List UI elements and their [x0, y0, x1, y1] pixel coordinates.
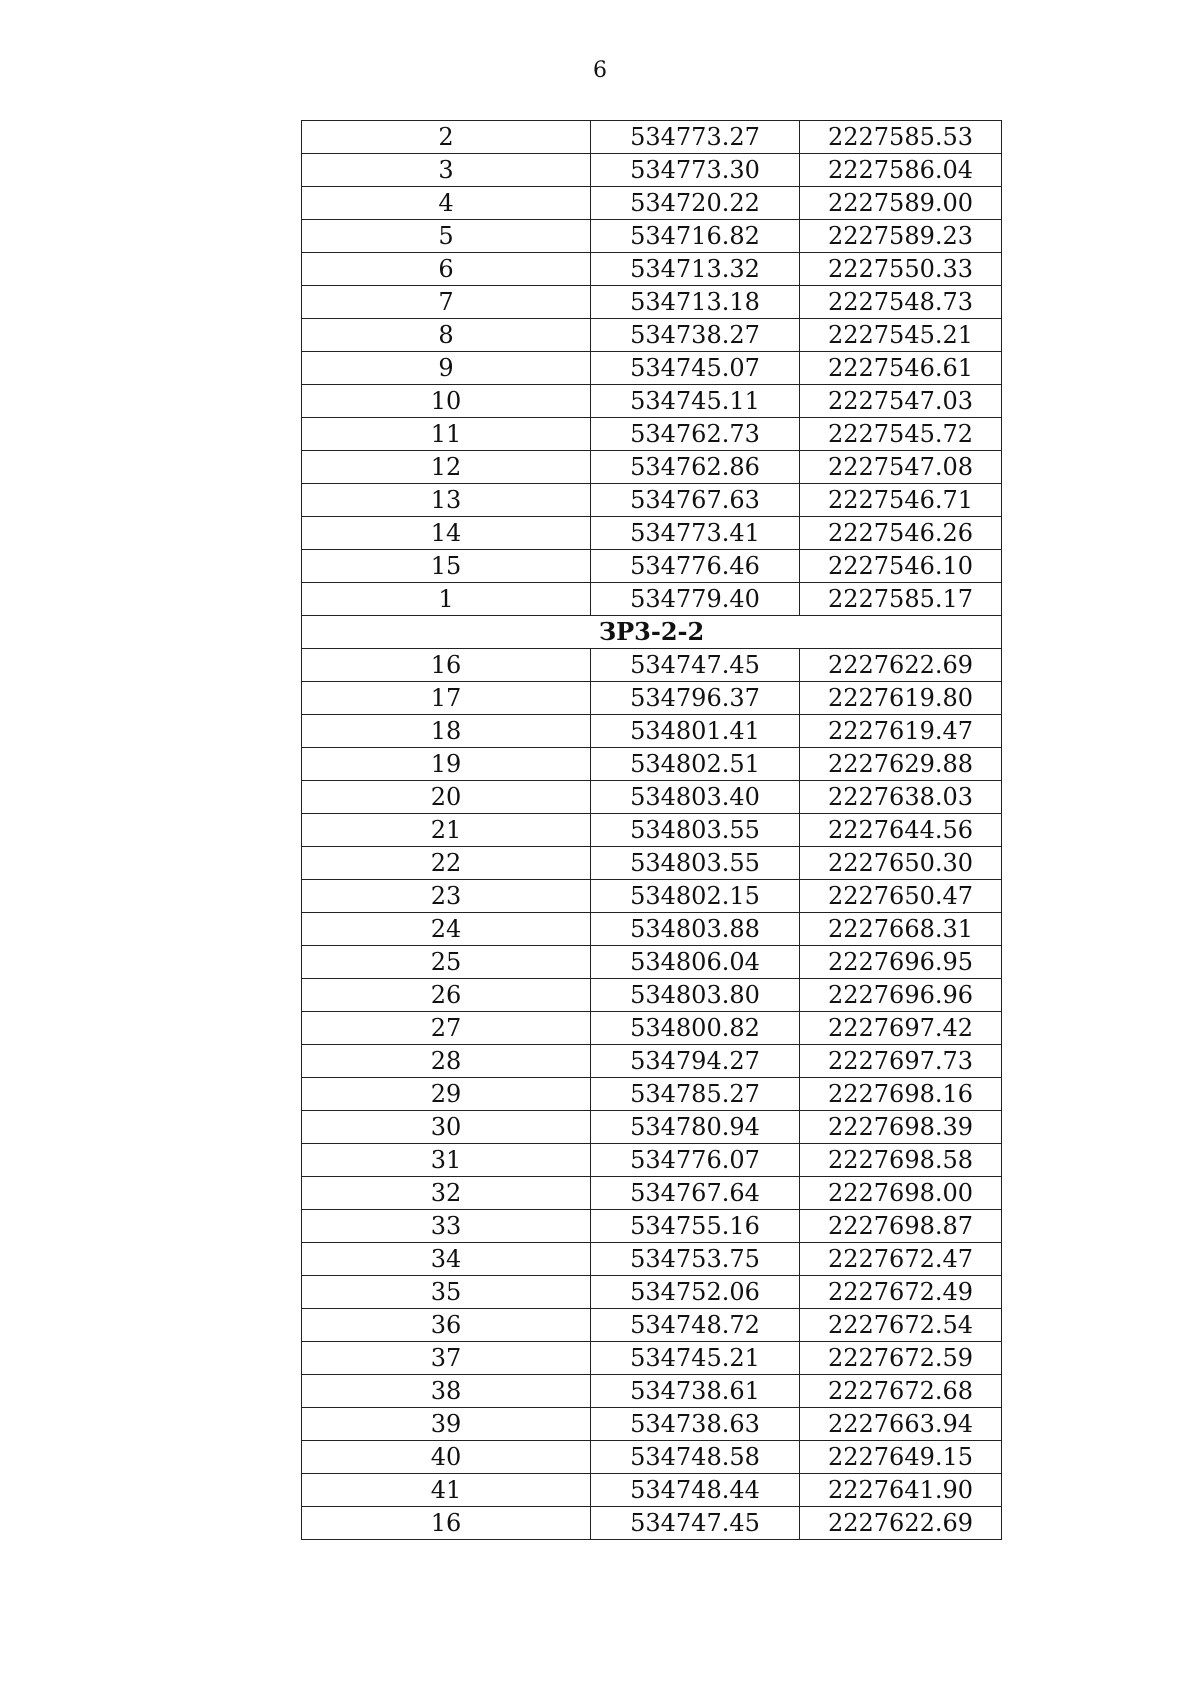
table-row — [302, 1474, 1002, 1507]
page-number: 6 — [593, 58, 607, 83]
x-coordinate-cell: 534806.04 — [591, 946, 800, 979]
table-row — [302, 682, 1002, 715]
x-coordinate-cell: 534713.18 — [591, 286, 800, 319]
x-coordinate-cell: 534776.46 — [591, 550, 800, 583]
table-row — [302, 484, 1002, 517]
point-number-cell: 29 — [302, 1078, 591, 1111]
x-coordinate-cell: 534767.63 — [591, 484, 800, 517]
table-row — [302, 1045, 1002, 1078]
point-number-cell: 9 — [302, 352, 591, 385]
table-row — [302, 649, 1002, 682]
y-coordinate-cell: 2227663.94 — [800, 1408, 1002, 1441]
x-coordinate-cell: 534803.80 — [591, 979, 800, 1012]
point-number-cell: 19 — [302, 748, 591, 781]
y-coordinate-cell: 2227672.68 — [800, 1375, 1002, 1408]
coordinates-table-body — [302, 121, 1002, 1540]
table-row — [302, 220, 1002, 253]
y-coordinate-cell: 2227697.42 — [800, 1012, 1002, 1045]
x-coordinate-cell: 534748.72 — [591, 1309, 800, 1342]
x-coordinate-cell: 534800.82 — [591, 1012, 800, 1045]
x-coordinate-cell: 534713.32 — [591, 253, 800, 286]
point-number-cell: 36 — [302, 1309, 591, 1342]
point-number-cell: 10 — [302, 385, 591, 418]
x-coordinate-cell: 534803.55 — [591, 847, 800, 880]
point-number-cell: 41 — [302, 1474, 591, 1507]
y-coordinate-cell: 2227547.08 — [800, 451, 1002, 484]
y-coordinate-cell: 2227546.10 — [800, 550, 1002, 583]
y-coordinate-cell: 2227697.73 — [800, 1045, 1002, 1078]
point-number-cell: 22 — [302, 847, 591, 880]
table-row — [302, 1342, 1002, 1375]
x-coordinate-cell: 534738.61 — [591, 1375, 800, 1408]
x-coordinate-cell: 534780.94 — [591, 1111, 800, 1144]
table-row — [302, 1144, 1002, 1177]
table-row — [302, 286, 1002, 319]
y-coordinate-cell: 2227698.39 — [800, 1111, 1002, 1144]
table-row — [302, 550, 1002, 583]
point-number-cell: 15 — [302, 550, 591, 583]
y-coordinate-cell: 2227672.54 — [800, 1309, 1002, 1342]
point-number-cell: 4 — [302, 187, 591, 220]
y-coordinate-cell: 2227668.31 — [800, 913, 1002, 946]
table-row — [302, 1441, 1002, 1474]
table-row — [302, 748, 1002, 781]
x-coordinate-cell: 534748.58 — [591, 1441, 800, 1474]
point-number-cell: 18 — [302, 715, 591, 748]
x-coordinate-cell: 534755.16 — [591, 1210, 800, 1243]
y-coordinate-cell: 2227650.30 — [800, 847, 1002, 880]
x-coordinate-cell: 534773.27 — [591, 121, 800, 154]
table-row — [302, 1375, 1002, 1408]
x-coordinate-cell: 534745.11 — [591, 385, 800, 418]
point-number-cell: 13 — [302, 484, 591, 517]
point-number-cell: 12 — [302, 451, 591, 484]
point-number-cell: 34 — [302, 1243, 591, 1276]
coordinates-table — [301, 120, 1002, 1540]
y-coordinate-cell: 2227644.56 — [800, 814, 1002, 847]
table-row — [302, 847, 1002, 880]
point-number-cell: 16 — [302, 649, 591, 682]
point-number-cell: 2 — [302, 121, 591, 154]
x-coordinate-cell: 534802.15 — [591, 880, 800, 913]
table-row — [302, 880, 1002, 913]
point-number-cell: 20 — [302, 781, 591, 814]
table-row — [302, 121, 1002, 154]
x-coordinate-cell: 534803.88 — [591, 913, 800, 946]
table-row — [302, 319, 1002, 352]
point-number-cell: 39 — [302, 1408, 591, 1441]
x-coordinate-cell: 534738.63 — [591, 1408, 800, 1441]
x-coordinate-cell: 534716.82 — [591, 220, 800, 253]
table-row — [302, 946, 1002, 979]
y-coordinate-cell: 2227641.90 — [800, 1474, 1002, 1507]
point-number-cell: 24 — [302, 913, 591, 946]
point-number-cell: 11 — [302, 418, 591, 451]
point-number-cell: 25 — [302, 946, 591, 979]
point-number-cell: 6 — [302, 253, 591, 286]
point-number-cell: 35 — [302, 1276, 591, 1309]
table-row — [302, 583, 1002, 616]
point-number-cell: 3 — [302, 154, 591, 187]
y-coordinate-cell: 2227696.95 — [800, 946, 1002, 979]
y-coordinate-cell: 2227698.00 — [800, 1177, 1002, 1210]
y-coordinate-cell: 2227589.00 — [800, 187, 1002, 220]
y-coordinate-cell: 2227547.03 — [800, 385, 1002, 418]
point-number-cell: 40 — [302, 1441, 591, 1474]
x-coordinate-cell: 534752.06 — [591, 1276, 800, 1309]
y-coordinate-cell: 2227585.17 — [800, 583, 1002, 616]
x-coordinate-cell: 534747.45 — [591, 649, 800, 682]
point-number-cell: 23 — [302, 880, 591, 913]
x-coordinate-cell: 534747.45 — [591, 1507, 800, 1540]
table-row — [302, 1210, 1002, 1243]
table-row — [302, 1111, 1002, 1144]
table-row — [302, 1012, 1002, 1045]
point-number-cell: 30 — [302, 1111, 591, 1144]
point-number-cell: 16 — [302, 1507, 591, 1540]
point-number-cell: 27 — [302, 1012, 591, 1045]
x-coordinate-cell: 534773.41 — [591, 517, 800, 550]
x-coordinate-cell: 534803.55 — [591, 814, 800, 847]
y-coordinate-cell: 2227698.16 — [800, 1078, 1002, 1111]
table-row — [302, 1309, 1002, 1342]
x-coordinate-cell: 534776.07 — [591, 1144, 800, 1177]
point-number-cell: 37 — [302, 1342, 591, 1375]
point-number-cell: 21 — [302, 814, 591, 847]
x-coordinate-cell: 534745.07 — [591, 352, 800, 385]
x-coordinate-cell: 534762.73 — [591, 418, 800, 451]
section-header-row — [302, 616, 1002, 649]
y-coordinate-cell: 2227619.80 — [800, 682, 1002, 715]
y-coordinate-cell: 2227545.72 — [800, 418, 1002, 451]
x-coordinate-cell: 534796.37 — [591, 682, 800, 715]
y-coordinate-cell: 2227589.23 — [800, 220, 1002, 253]
y-coordinate-cell: 2227698.87 — [800, 1210, 1002, 1243]
point-number-cell: 14 — [302, 517, 591, 550]
x-coordinate-cell: 534767.64 — [591, 1177, 800, 1210]
x-coordinate-cell: 534794.27 — [591, 1045, 800, 1078]
table-row — [302, 814, 1002, 847]
point-number-cell: 32 — [302, 1177, 591, 1210]
point-number-cell: 8 — [302, 319, 591, 352]
table-row — [302, 451, 1002, 484]
x-coordinate-cell: 534785.27 — [591, 1078, 800, 1111]
y-coordinate-cell: 2227672.47 — [800, 1243, 1002, 1276]
y-coordinate-cell: 2227546.71 — [800, 484, 1002, 517]
point-number-cell: 31 — [302, 1144, 591, 1177]
table-row — [302, 385, 1002, 418]
y-coordinate-cell: 2227545.21 — [800, 319, 1002, 352]
x-coordinate-cell: 534720.22 — [591, 187, 800, 220]
y-coordinate-cell: 2227550.33 — [800, 253, 1002, 286]
point-number-cell: 38 — [302, 1375, 591, 1408]
table-row — [302, 913, 1002, 946]
section-title: ЗР3-2-2 — [302, 616, 1002, 649]
table-row — [302, 1507, 1002, 1540]
table-row — [302, 979, 1002, 1012]
x-coordinate-cell: 534803.40 — [591, 781, 800, 814]
table-row — [302, 1177, 1002, 1210]
table-row — [302, 1078, 1002, 1111]
point-number-cell: 28 — [302, 1045, 591, 1078]
table-row — [302, 418, 1002, 451]
y-coordinate-cell: 2227546.26 — [800, 517, 1002, 550]
table-row — [302, 352, 1002, 385]
y-coordinate-cell: 2227672.59 — [800, 1342, 1002, 1375]
y-coordinate-cell: 2227546.61 — [800, 352, 1002, 385]
table-row — [302, 1408, 1002, 1441]
x-coordinate-cell: 534748.44 — [591, 1474, 800, 1507]
x-coordinate-cell: 534801.41 — [591, 715, 800, 748]
point-number-cell: 7 — [302, 286, 591, 319]
point-number-cell: 33 — [302, 1210, 591, 1243]
table-row — [302, 154, 1002, 187]
y-coordinate-cell: 2227622.69 — [800, 1507, 1002, 1540]
y-coordinate-cell: 2227672.49 — [800, 1276, 1002, 1309]
table-row — [302, 781, 1002, 814]
table-row — [302, 1243, 1002, 1276]
y-coordinate-cell: 2227696.96 — [800, 979, 1002, 1012]
x-coordinate-cell: 534779.40 — [591, 583, 800, 616]
x-coordinate-cell: 534773.30 — [591, 154, 800, 187]
y-coordinate-cell: 2227619.47 — [800, 715, 1002, 748]
table-row — [302, 517, 1002, 550]
y-coordinate-cell: 2227548.73 — [800, 286, 1002, 319]
y-coordinate-cell: 2227586.04 — [800, 154, 1002, 187]
y-coordinate-cell: 2227622.69 — [800, 649, 1002, 682]
point-number-cell: 1 — [302, 583, 591, 616]
point-number-cell: 5 — [302, 220, 591, 253]
x-coordinate-cell: 534762.86 — [591, 451, 800, 484]
x-coordinate-cell: 534753.75 — [591, 1243, 800, 1276]
x-coordinate-cell: 534802.51 — [591, 748, 800, 781]
y-coordinate-cell: 2227650.47 — [800, 880, 1002, 913]
y-coordinate-cell: 2227629.88 — [800, 748, 1002, 781]
point-number-cell: 26 — [302, 979, 591, 1012]
y-coordinate-cell: 2227585.53 — [800, 121, 1002, 154]
table-row — [302, 187, 1002, 220]
y-coordinate-cell: 2227638.03 — [800, 781, 1002, 814]
y-coordinate-cell: 2227649.15 — [800, 1441, 1002, 1474]
table-row — [302, 715, 1002, 748]
table-row — [302, 1276, 1002, 1309]
table-row — [302, 253, 1002, 286]
x-coordinate-cell: 534738.27 — [591, 319, 800, 352]
y-coordinate-cell: 2227698.58 — [800, 1144, 1002, 1177]
point-number-cell: 17 — [302, 682, 591, 715]
x-coordinate-cell: 534745.21 — [591, 1342, 800, 1375]
